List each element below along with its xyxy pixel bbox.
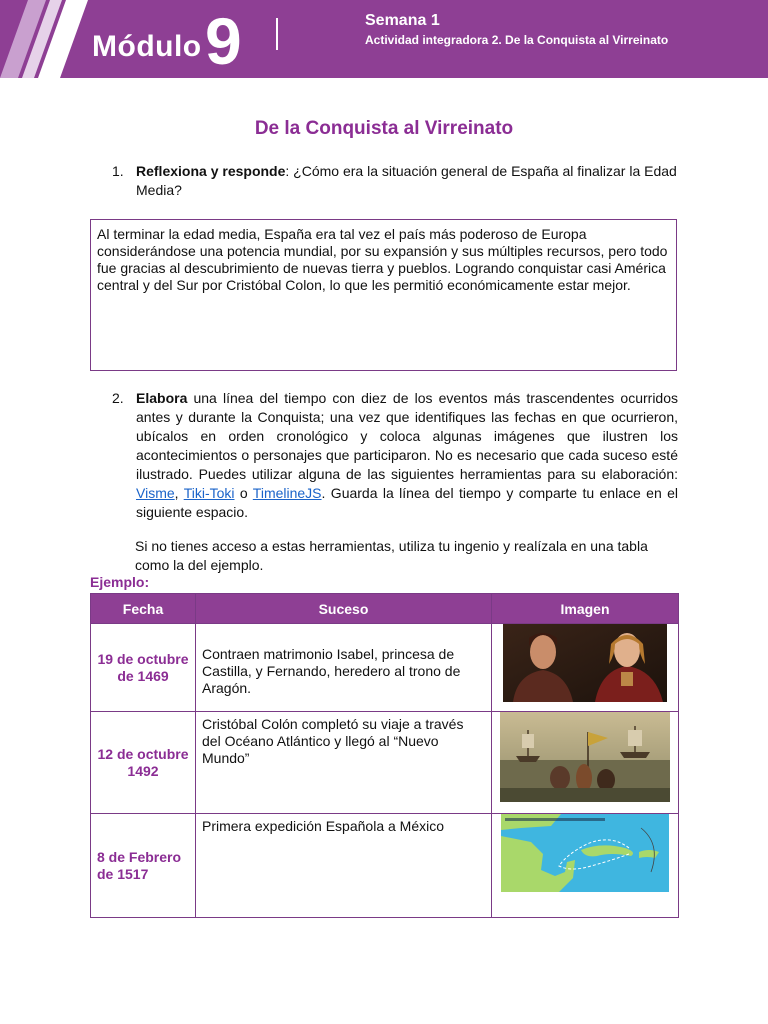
table-row (91, 712, 679, 814)
tiki-toki-link[interactable]: Tiki-Toki (183, 485, 235, 501)
expedition-map-image (501, 814, 669, 892)
banner-stripes-graphic (0, 0, 100, 78)
question-2 (112, 389, 678, 522)
table-row (91, 624, 679, 712)
week-label: Semana 1 (365, 12, 440, 29)
banner-divider (276, 18, 278, 50)
royal-couple-portrait-image (503, 624, 667, 702)
module-label: Módulo (92, 30, 202, 63)
row-1-event: Contraen matrimonio Isabel, princesa de Castilla, y Fernando, heredero al trono de Aragón. (196, 624, 492, 712)
timelinejs-link[interactable]: TimelineJS (252, 485, 322, 501)
header-fecha: Fecha (91, 594, 196, 624)
row-3-date: 8 de Febrero de 1517 (91, 814, 196, 918)
question-1 (112, 162, 680, 200)
timeline-table (90, 593, 679, 918)
row-2-image-cell (492, 712, 679, 814)
question-1-number: 1. (112, 163, 124, 179)
question-1-text: : ¿Cómo era la situación general de España al finalizar la Edad Media? (136, 163, 677, 198)
question-2-number: 2. (112, 390, 124, 406)
example-label: Ejemplo: (90, 574, 150, 590)
columbus-landing-painting-image (500, 712, 670, 802)
row-3-image-cell (492, 814, 679, 918)
table-row (91, 814, 679, 918)
row-3-event: Primera expedición Española a México (196, 814, 492, 918)
question-1-bold: Reflexiona y responde (136, 163, 286, 179)
question-2-sep2: o (234, 485, 253, 501)
answer-1-box[interactable]: Al terminar la edad media, España era tal vez el país más poderoso de Europa considerándose una potencia mundial, por su expansión y sus múltiples recursos, pero todo fue gracias al descubrimiento de nuevas tierra y pueblos. Logrando conquistar casi América central y del Sur por Cristóbal Colon, lo que les permitió económicamente estar mejor. (90, 219, 677, 371)
row-1-image-cell (492, 624, 679, 712)
header-imagen: Imagen (492, 594, 679, 624)
row-1-date: 19 de octubre de 1469 (91, 624, 196, 712)
row-2-date: 12 de octubre 1492 (91, 712, 196, 814)
table-header-row (91, 594, 679, 624)
header-suceso: Suceso (196, 594, 492, 624)
question-2-sep1: , (174, 485, 184, 501)
question-2-text-a: una línea del tiempo con diez de los eventos más trascendentes ocurridos antes y durante la Conquista; una vez que identifiques las fechas en que ocurrieron, ubícalos en orden cronológico y coloca algunas imágenes que ilustren los acontecimientos o personajes que participaron. No es necesario que cada suceso esté ilustrado. Puedes utilizar alguna de las siguientes herramientas para su elaboración: (136, 390, 678, 482)
question-2-text-b: . Guarda la línea del tiempo y comparte tu enlace en el siguiente espacio. (136, 485, 679, 520)
module-banner (0, 0, 768, 78)
question-2-bold: Elabora (136, 390, 188, 406)
page-title: De la Conquista al Virreinato (254, 118, 514, 139)
row-2-event: Cristóbal Colón completó su viaje a través del Océano Atlántico y llegó al “Nuevo Mundo” (196, 712, 492, 814)
module-number: 9 (205, 4, 242, 78)
instruction-note: Si no tienes acceso a estas herramientas, utiliza tu ingenio y realízala en una tabla como la del ejemplo. (135, 538, 648, 573)
visme-link[interactable]: Visme (136, 485, 175, 501)
activity-title: Actividad integradora 2. De la Conquista al Virreinato (365, 33, 669, 47)
